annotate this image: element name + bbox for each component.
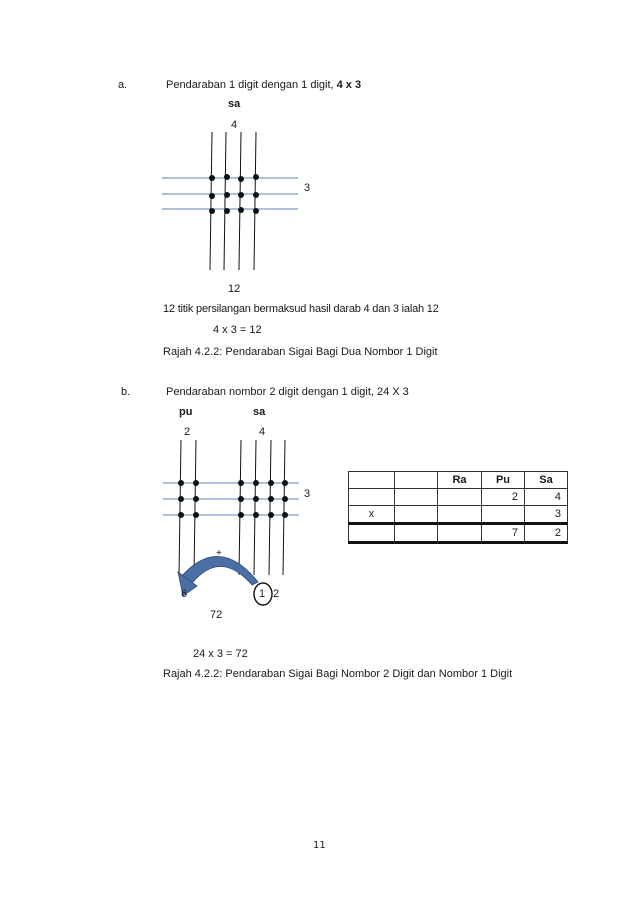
dot [282, 480, 288, 486]
section-b-place-label-ones: sa [253, 406, 266, 418]
section-b-partial-tens: 6 [181, 588, 188, 600]
section-b-marker: b. [121, 386, 131, 398]
vertical-line [179, 440, 181, 575]
table-cell: 2 [482, 489, 525, 506]
table-header-cell: Sa [525, 472, 568, 489]
table-cell: x [349, 506, 395, 524]
table-cell [395, 506, 438, 524]
vertical-line [194, 440, 196, 575]
table-cell: 7 [482, 524, 525, 543]
vertical-line [254, 440, 256, 575]
section-a-caption: Rajah 4.2.2: Pendaraban Sigai Bagi Dua Nombor 1 Digit [163, 346, 438, 358]
dot [238, 512, 244, 518]
table-result-row [349, 524, 568, 543]
table-cell [438, 506, 482, 524]
section-a-title-text: Pendaraban 1 digit dengan 1 digit, [166, 79, 334, 91]
table-cell [349, 489, 395, 506]
dot [178, 512, 184, 518]
vertical-lines-b [179, 440, 285, 575]
table-cell [395, 524, 438, 543]
table-header-cell: Pu [482, 472, 525, 489]
table-header-row [349, 472, 568, 489]
dot [178, 480, 184, 486]
section-b-carry-digit: 1 [259, 588, 266, 600]
dot [268, 512, 274, 518]
table-cell [438, 489, 482, 506]
dot [282, 512, 288, 518]
vertical-line [269, 440, 271, 575]
dot [238, 496, 244, 502]
dot [268, 496, 274, 502]
section-b-title: Pendaraban nombor 2 digit dengan 1 digit, 24 X 3 [166, 386, 409, 398]
table-cell [482, 506, 525, 524]
vertical-line [239, 440, 241, 575]
table-cell [349, 524, 395, 543]
table-header-cell: Ra [438, 472, 482, 489]
page-number: 11 [313, 840, 326, 851]
dot [193, 480, 199, 486]
section-a-marker: a. [118, 79, 128, 91]
section-b-top-digit-ones: 4 [259, 426, 266, 438]
section-b-result: 72 [210, 609, 223, 621]
section-a-side-digit: 3 [304, 182, 311, 194]
dot [282, 496, 288, 502]
section-b-partial-ones: 2 [273, 588, 280, 600]
dot [253, 480, 259, 486]
section-a-title-expr: 4 x 3 [333, 79, 362, 91]
section-a-result: 12 [228, 283, 241, 295]
table-cell: 3 [525, 506, 568, 524]
section-b-side-digit: 3 [304, 488, 311, 500]
vertical-line [283, 440, 285, 575]
dot [193, 496, 199, 502]
section-b-plus-sign: + [216, 548, 222, 559]
section-a-top-digit: 4 [231, 119, 238, 131]
table-row [349, 506, 568, 524]
section-b-equation: 24 x 3 = 72 [193, 648, 248, 660]
section-b-place-label-tens: pu [179, 406, 193, 418]
dot [238, 480, 244, 486]
table-header-cell [349, 472, 395, 489]
section-b-top-digit-tens: 2 [184, 426, 191, 438]
dot [193, 512, 199, 518]
dot [253, 512, 259, 518]
table-cell: 2 [525, 524, 568, 543]
dot [268, 480, 274, 486]
table-cell [438, 524, 482, 543]
section-a-place-label: sa [228, 98, 241, 110]
table-cell: 4 [525, 489, 568, 506]
dot [178, 496, 184, 502]
section-a-explanation: 12 titik persilangan bermaksud hasil darab 4 dan 3 ialah 12 [163, 303, 439, 315]
place-value-table [348, 471, 568, 544]
section-a-equation: 4 x 3 = 12 [213, 324, 262, 336]
table-cell [395, 489, 438, 506]
section-b-caption: Rajah 4.2.2: Pendaraban Sigai Bagi Nombor 2 Digit dan Nombor 1 Digit [163, 668, 513, 680]
table-header-cell [395, 472, 438, 489]
table-row [349, 489, 568, 506]
dot [253, 496, 259, 502]
